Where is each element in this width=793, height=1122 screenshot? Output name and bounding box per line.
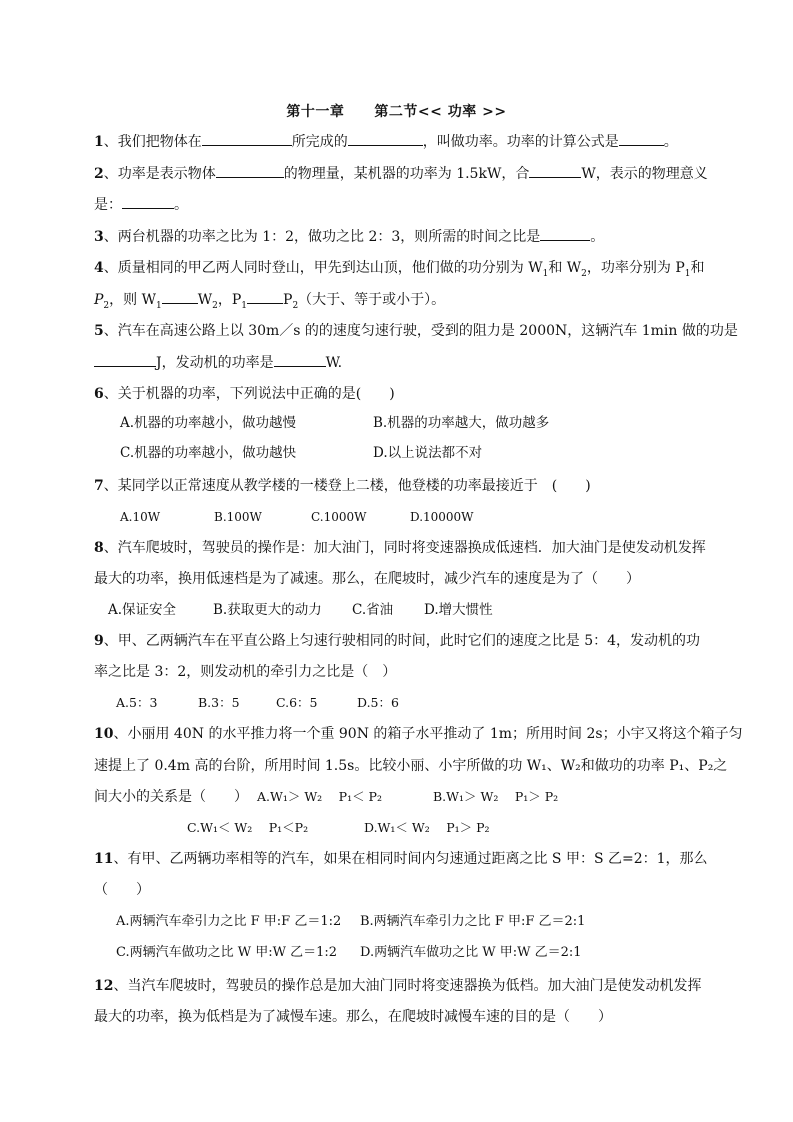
question-3: 3、两台机器的功率之比为 1：2，做功之比 2：3，则所需的时间之比是 。 [94,226,604,247]
option-d[interactable]: D.W₁＜ W₂ P₁＞ P₂ [364,820,490,835]
question-2: 2、功率是表示物体 的物理量，某机器的功率为 1.5kW，合 W，表示的物理意义 [94,163,708,184]
answer-blank[interactable] [247,289,283,304]
answer-blank[interactable] [216,163,284,178]
question-4: 4、质量相同的甲乙两人同时登山，甲先到达山顶，他们做的功分别为 $W_1$和 $W_2$，功率分别为 $P_1$和 [94,260,705,279]
question-11-line-2: （ ） [94,882,150,898]
question-10-line-3: 间大小的关系是（ ） [94,789,248,805]
answer-blank[interactable] [122,194,174,209]
answer-blank[interactable] [540,226,590,241]
option-d[interactable]: D.增大惯性 [424,602,493,618]
option-a[interactable]: A.10W [120,510,161,524]
answer-blank[interactable] [529,163,581,178]
question-8-line-2: 最大的功率，换用低速档是为了减速。那么，在爬坡时，减少汽车的速度是为了（ ） [94,571,640,587]
question-9-line-2: 率之比是 3：2，则发动机的牵引力之比是（ ） [94,664,397,680]
option-d[interactable]: D.5：6 [357,695,399,710]
question-2-line-2: 是： 。 [94,194,188,215]
question-10: 10、小丽用 40N 的水平推力将一个重 90N 的箱子水平推动了 1m；所用时间 2s；小宇又将这个箱子匀 [94,726,743,742]
option-c[interactable]: C.省油 [352,602,394,618]
question-5-line-2: J，发动机的功率是 W. [94,352,342,373]
question-6: 6、关于机器的功率，下列说法中正确的是( ) [94,386,395,402]
option-d[interactable]: D.以上说法都不对 [373,445,483,461]
section-label: 第二节<< 功率 >> [374,104,507,120]
option-b[interactable]: B.获取更大的动力 [213,602,322,618]
answer-blank[interactable] [348,131,423,146]
option-b[interactable]: B.W₁＞ W₂ P₁＞ P₂ [433,789,559,804]
option-d[interactable]: D.两辆汽车做功之比 W 甲:W 乙＝2:1 [360,945,582,960]
question-9: 9、甲、乙两辆汽车在平直公路上匀速行驶相同的时间，此时它们的速度之比是 5：4，发动机的功 [94,633,701,649]
answer-blank[interactable] [94,352,156,367]
question-12-line-2: 最大的功率，换为低档是为了减慢车速。那么，在爬坡时减慢车速的目的是（ ） [94,1009,612,1025]
option-b[interactable]: B.机器的功率越大，做功越多 [373,415,550,431]
option-a[interactable]: A.W₁＞ W₂ P₁＜ P₂ [257,789,382,804]
option-a[interactable]: A.两辆汽车牵引力之比 F 甲:F 乙＝1:2 [116,914,342,929]
option-b[interactable]: B.3：5 [198,695,240,710]
question-11: 11、有甲、乙两辆功率相等的汽车，如果在相同时间内匀速通过距离之比 S 甲：S 乙=2：1，那么 [94,851,708,867]
option-d[interactable]: D.10000W [410,510,474,524]
option-c[interactable]: C.W₁＜ W₂ P₁＜P₂ [187,820,309,835]
option-c[interactable]: C.1000W [311,510,367,524]
chapter-label: 第十一章 [286,104,345,120]
option-b[interactable]: B.100W [214,510,262,524]
option-c[interactable]: C.两辆汽车做功之比 W 甲:W 乙＝1:2 [116,945,338,960]
question-4-line-2: $P_2$，则 $W_1$ $W_2$，$P_1$ $P_2$（大于、等于或小于）。 [94,289,445,316]
question-8: 8、汽车爬坡时，驾驶员的操作是：加大油门，同时将变速器换成低速档．加大油门是使发动机发挥 [94,540,706,556]
option-c[interactable]: C.6：5 [276,695,318,710]
option-a[interactable]: A.机器的功率越小，做功越慢 [120,415,297,431]
option-c[interactable]: C.机器的功率越小，做功越快 [120,445,297,461]
answer-blank[interactable] [274,352,326,367]
question-7: 7、某同学以正常速度从教学楼的一楼登上二楼，他登楼的功率最接近于 ( ) [94,478,591,494]
answer-blank[interactable] [162,289,198,304]
option-a[interactable]: A.保证安全 [108,602,177,618]
answer-blank[interactable] [619,131,664,146]
option-b[interactable]: B.两辆汽车牵引力之比 F 甲:F 乙＝2:1 [360,914,586,929]
question-5: 5、汽车在高速公路上以 30m／s 的的速度匀速行驶，受到的阻力是 2000N，这辆汽车 1min 做的功是 [94,323,738,339]
question-1: 1、我们把物体在 所完成的 ，叫做功率。功率的计算公式是 。 [94,131,678,152]
page-title [0,101,793,121]
question-10-line-2: 速提上了 0.4m 高的台阶，所用时间 1.5s。比较小丽、小宇所做的功 W₁、W₂和做功的功率 P₁、P₂之 [94,758,728,774]
question-12: 12、当汽车爬坡时，驾驶员的操作总是加大油门同时将变速器换为低档。加大油门是使发动机发挥 [94,978,702,994]
option-a[interactable]: A.5：3 [116,695,158,710]
answer-blank[interactable] [202,131,292,146]
